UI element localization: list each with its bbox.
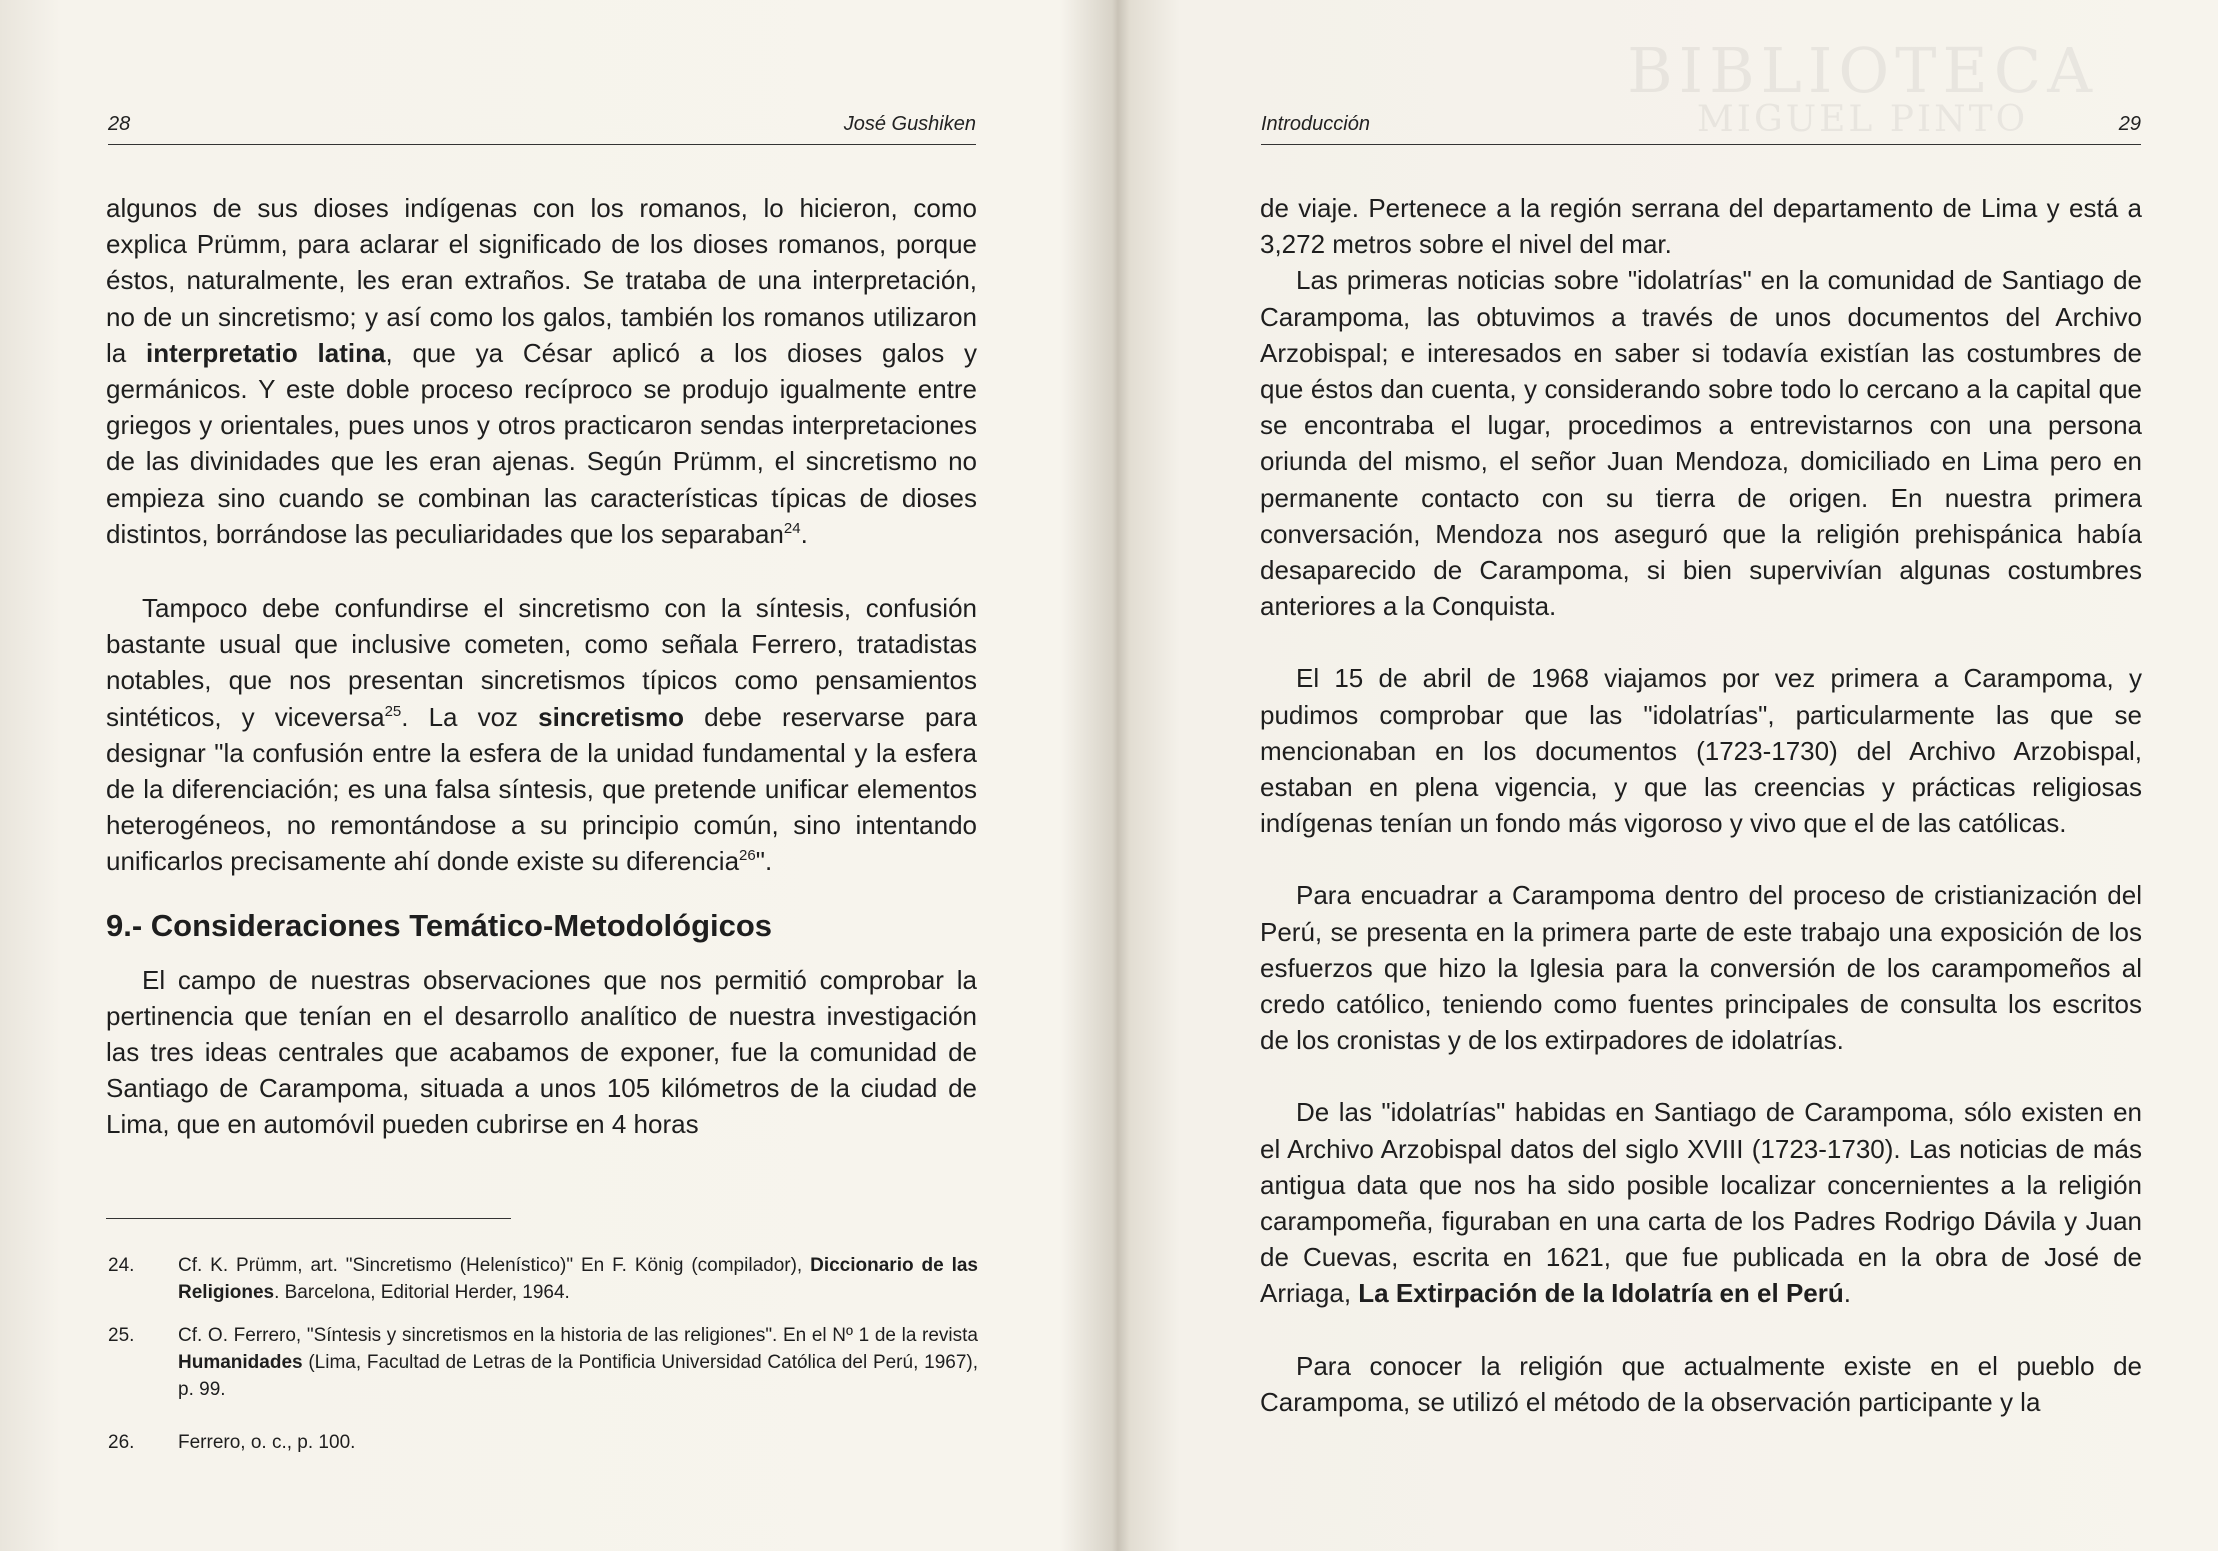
footnote: 25. Cf. O. Ferrero, "Síntesis y sincretismos en la historia de las religiones". En el Nº 1 de la revista Humanidades (Lima, Facultad de Letras de la Pontificia Universidad Católica del Perú, 1967), p. 99. [108,1322,978,1403]
page-number: 28 [108,113,131,135]
paragraph: de viaje. Pertenece a la región serrana del departamento de Lima y está a 3,272 metros sobre el nivel del mar. [1260,193,2142,260]
bold-term: interpretatio latina [146,337,386,368]
footnote: 26. Ferrero, o. c., p. 100. [108,1429,978,1456]
right-page-body [1260,190,2142,1420]
running-head: Introducción [1261,113,1370,135]
paragraph: Las primeras noticias sobre "idolatrías" en la comunidad de Santiago de Carampoma, las obtuvimos a través de unos documentos del Archivo Arzobispal; e interesados en saber si todavía existían las costumbres de que éstos dan cuenta, y considerando sobre todo lo cercano a la capital que se encontraba el lugar, procedimos a entrevistarnos con una persona oriunda del mismo, el señor Juan Mendoza, domiciliado en Lima pero en permanente contacto con su tierra de origen. En nuestra primera conversación, Mendoza nos aseguró que la religión prehispánica había desaparecido de Carampoma, si bien supervivían algunas costumbres anteriores a la Conquista. [1260,265,2142,622]
footnote-number: 24. [108,1255,135,1276]
paragraph: algunos de sus dioses indígenas con los romanos, lo hicieron, como explica Prümm, para aclarar el significado de los dioses romanos, porque éstos, naturalmente, les eran extraños. Se trataba de una interpretación, no de un sincretismo; y así como los galos, también los romanos utilizaron la interpretatio latina, que ya César aplicó a los dioses galos y germánicos. Y este doble proceso recíproco se produjo igualmente entre griegos y orientales, pues unos y otros practicaron sendas interpretaciones de las divinidades que les eran ajenas. Según Prümm, el sincretismo no empieza sino cuando se combinan las características típicas de dioses distintos, borrándose las peculiaridades que los separaban$^{24}$. [106,193,977,549]
section-heading: 9.- Consideraciones Temático-Metodológicos [106,907,773,943]
paragraph: De las "idolatrías" habidas en Santiago de Carampoma, sólo existen en el Archivo Arzobispal datos del siglo XVIII (1723-1730). Las noticias de más antigua data que nos ha sido posible localizar concernientes a la religión carampomeña, figuraban en una carta de los Padres Rodrigo Dávila y Juan de Cuevas, escrita en 1621, que fue publicada en la obra de José de Arriaga, La Extirpación de la Idolatría en el Perú. [1260,1097,2142,1309]
right-page-header [1261,110,2141,145]
footnotes [108,1252,978,1472]
left-page-header [108,110,976,145]
running-head: José Gushiken [843,113,976,135]
library-stamp: BIBLIOTECA MIGUEL PINTO [1627,34,2098,140]
footnote-number: 25. [108,1325,135,1346]
footnote: 24. Cf. K. Prümm, art. "Sincretismo (Helenístico)" En F. König (compilador), Diccionario de las Religiones. Barcelona, Editorial Herder, 1964. [108,1252,978,1306]
paragraph: Tampoco debe confundirse el sincretismo con la síntesis, confusión bastante usual que inclusive cometen, como señala Ferrero, tratadistas notables, que nos presentan sincretismos típicos como pensamientos sintéticos, y viceversa$^{25}$. La voz sincretismo debe reservarse para designar "la confusión entre la esfera de la unidad fundamental y la esfera de la diferenciación; es una falsa síntesis, que pretende unificar elementos heterogéneos, no remontándose a su principio común, sino intentando unificarlos precisamente ahí donde existe su diferencia$^{26}$". [106,593,977,877]
footnote-ref[interactable]: 24 [783,519,801,537]
footnote-ref[interactable]: 26 [739,847,756,865]
bold-term: sincretismo [538,701,685,732]
bold-title: La Extirpación de la Idolatría en el Perú [1358,1278,1844,1309]
paragraph: Para conocer la religión que actualmente existe en el pueblo de Carampoma, se utilizó el método de la observación participante y la [1260,1350,2142,1417]
footnote-ref[interactable]: 25 [384,702,402,720]
paragraph: Para encuadrar a Carampoma dentro del proceso de cristianización del Perú, se presenta en la primera parte de este trabajo una exposición de los esfuerzos que hizo la Iglesia para la conversión de los carampomeños al credo católico, teniendo como fuentes principales de consulta los escritos de los cronistas y de los extirpadores de idolatrías. [1260,880,2142,1056]
right-page [1109,0,2218,1551]
footnote-number: 26. [108,1432,135,1453]
footnote-divider [106,1218,511,1219]
left-page-body [106,190,977,1143]
paragraph: El campo de nuestras observaciones que nos permitió comprobar la pertinencia que tenían en el desarrollo analítico de nuestra investigación las tres ideas centrales que acabamos de exponer, fue la comunidad de Santiago de Carampoma, situada a unos 105 kilómetros de la ciudad de Lima, que en automóvil pueden cubrirse en 4 horas [106,964,977,1140]
page-number: 29 [2118,113,2141,135]
paragraph: El 15 de abril de 1968 viajamos por vez primera a Carampoma, y pudimos comprobar que las "idolatrías", particularmente las que se mencionaban en los documentos (1723-1730) del Archivo Arzobispal, estaban en plena vigencia, y que las creencias y prácticas religiosas indígenas tenían un fondo más vigoroso y vivo que el de las católicas. [1260,663,2142,839]
